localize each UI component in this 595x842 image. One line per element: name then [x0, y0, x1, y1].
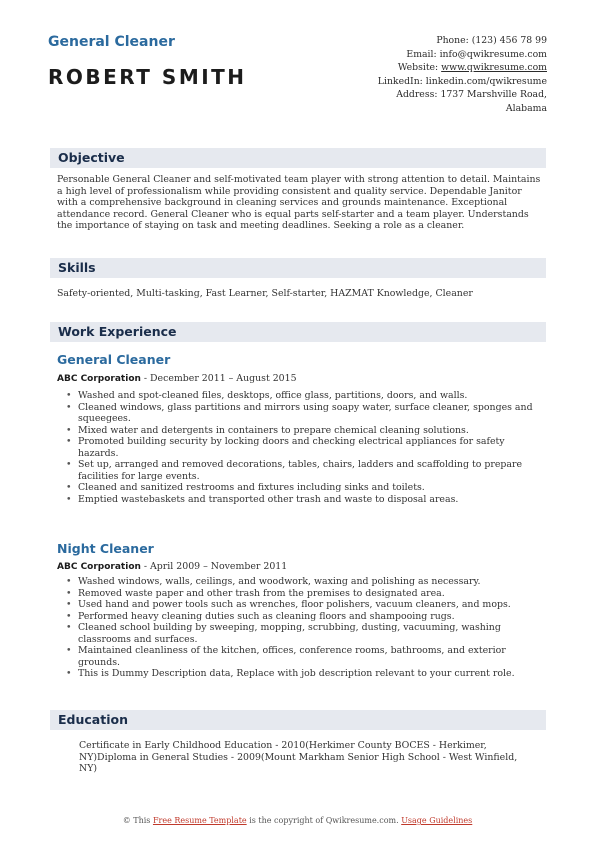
job-title: General Cleaner: [48, 34, 175, 50]
job-dates-1: - December 2011 – August 2015: [140, 373, 297, 384]
skills-text: Safety-oriented, Multi-tasking, Fast Learner, Self-starter, HAZMAT Knowledge, Cleaner: [57, 288, 473, 299]
job-dates-2: - April 2009 – November 2011: [140, 561, 288, 572]
contact-address-line1: Address: 1737 Marshville Road,: [396, 89, 547, 101]
list-item: • Mixed water and detergents in containers to prepare chemical cleaning solutions.: [66, 425, 536, 437]
contact-phone: Phone: (123) 456 78 99: [436, 35, 547, 46]
job-bullets-1: [66, 390, 536, 505]
resume-header: [48, 34, 547, 124]
contact-block: [327, 34, 547, 116]
list-item: • Set up, arranged and removed decorations, tables, chairs, ladders and scaffolding to prepare facilities for large events.: [66, 459, 536, 482]
list-item: • This is Dummy Description data, Replace with job description relevant to your current role.: [66, 668, 536, 680]
objective-text: Personable General Cleaner and self-motivated team player with strong attention to detail. Maintains a high level of professionalism while providing consistent and quality service. Dependable Janitor with a comprehensive background in cleaning services and grounds maintenance. Exceptional attendance record. General Cleaner who is equal parts self-starter and a team player. Understands the importance of staying on task and meeting deadlines. Seeking a role as a cleaner.: [57, 174, 541, 231]
footer-middle: is the copyright of Qwikresume.com.: [246, 816, 402, 825]
job-bullets-2: [66, 576, 536, 680]
education-text: Certificate in Early Childhood Education - 2010(Herkimer County BOCES - Herkimer, NY)Diploma in General Studies - 2009(Mount Markham Senior High School - West Winfield, NY): [79, 740, 518, 774]
education-section-bar: [50, 710, 546, 730]
free-template-link[interactable]: Free Resume Template: [152, 816, 247, 825]
skills-heading: Skills: [58, 260, 96, 275]
contact-address-line2: Alabama: [505, 102, 547, 114]
footer: [0, 816, 595, 825]
job-company-2: ABC Corporation: [57, 562, 141, 572]
contact-linkedin: LinkedIn: linkedin.com/qwikresume: [377, 75, 547, 87]
skills-section-bar: [50, 258, 546, 278]
job-title-2: Night Cleaner: [57, 541, 154, 556]
candidate-name: ROBERT SMITH: [48, 65, 247, 89]
footer-prefix: © This: [122, 816, 153, 825]
website-label: Website:: [397, 62, 442, 74]
job-company-1: ABC Corporation: [57, 374, 141, 384]
job-company-line-2: [57, 561, 287, 572]
list-item: • Promoted building security by locking doors and checking electrical appliances for safety hazards.: [66, 436, 536, 459]
website-link[interactable]: www.qwikresume.com: [441, 62, 547, 74]
list-item: • Maintained cleanliness of the kitchen, offices, conference rooms, bathrooms, and exterior grounds.: [66, 645, 536, 668]
list-item: • Washed and spot-cleaned files, desktops, office glass, partitions, doors, and walls.: [66, 390, 536, 402]
list-item: • Cleaned school building by sweeping, mopping, scrubbing, dusting, vacuuming, washing classrooms and surfaces.: [66, 622, 536, 645]
list-item: • Removed waste paper and other trash from the premises to designated area.: [66, 588, 536, 600]
list-item: • Performed heavy cleaning duties such as cleaning floors and shampooing rugs.: [66, 611, 536, 623]
objective-section-bar: [50, 148, 546, 168]
job-company-line-1: [57, 373, 297, 384]
work-section-bar: [50, 322, 546, 342]
list-item: • Cleaned and sanitized restrooms and fixtures including sinks and toilets.: [66, 482, 536, 494]
work-heading: Work Experience: [58, 324, 177, 339]
contact-website: [327, 61, 547, 75]
objective-heading: Objective: [58, 150, 125, 165]
education-heading: Education: [58, 712, 128, 727]
list-item: • Emptied wastebaskets and transported other trash and waste to disposal areas.: [66, 494, 536, 506]
list-item: • Washed windows, walls, ceilings, and woodwork, waxing and polishing as necessary.: [66, 576, 536, 588]
contact-email: Email: info@qwikresume.com: [406, 48, 547, 60]
list-item: • Used hand and power tools such as wrenches, floor polishers, vacuum cleaners, and mops.: [66, 599, 536, 611]
job-title-1: General Cleaner: [57, 352, 171, 367]
usage-guidelines-link[interactable]: Usage Guidelines: [401, 816, 473, 825]
list-item: • Cleaned windows, glass partitions and mirrors using soapy water, surface cleaner, sponges and squeegees.: [66, 402, 536, 425]
